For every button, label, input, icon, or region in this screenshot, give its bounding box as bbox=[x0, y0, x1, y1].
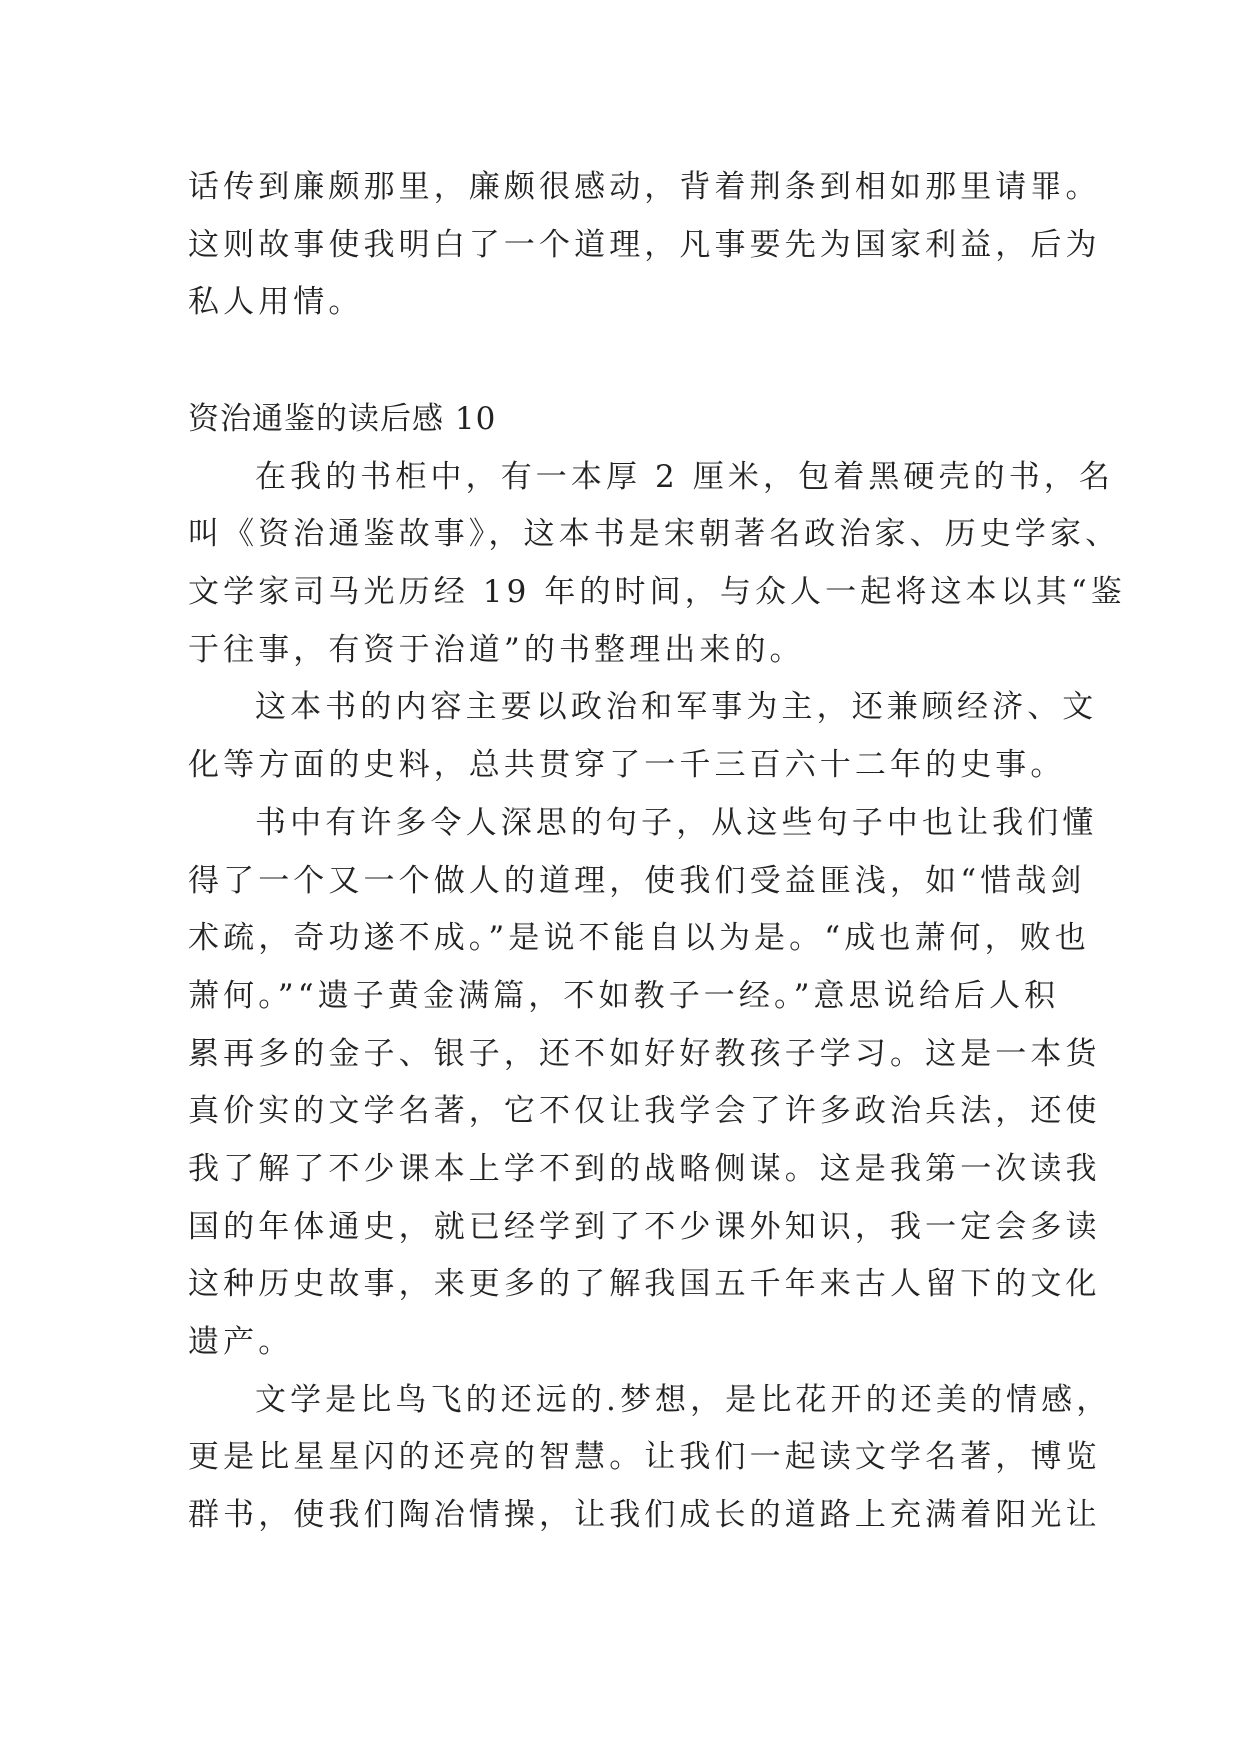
paragraph-line: 术疏，奇功遂不成。”是说不能自以为是。“成也萧何，败也 bbox=[188, 920, 1090, 956]
paragraph-line: 国的年体通史，就已经学到了不少课外知识，我一定会多读 bbox=[188, 1209, 1101, 1245]
paragraph-line: 文学是比鸟飞的还远的.梦想，是比花开的还美的情感， bbox=[255, 1382, 1112, 1418]
section-heading: 资治通鉴的读后感 10 bbox=[188, 401, 497, 437]
paragraph-line: 累再多的金子、银子，还不如好好教孩子学习。这是一本货 bbox=[188, 1036, 1101, 1072]
paragraph-line: 话传到廉颇那里，廉颇很感动，背着荆条到相如那里请罪。 bbox=[188, 169, 1101, 205]
paragraph-line: 这种历史故事，来更多的了解我国五千年来古人留下的文化 bbox=[188, 1266, 1101, 1302]
paragraph-line: 真价实的文学名著，它不仅让我学会了许多政治兵法，还使 bbox=[188, 1093, 1101, 1129]
paragraph-line: 群书，使我们陶冶情操，让我们成长的道路上充满着阳光让 bbox=[188, 1497, 1101, 1533]
paragraph-line: 叫《资治通鉴故事》，这本书是宋朝著名政治家、历史学家、 bbox=[188, 516, 1121, 552]
paragraph-line: 萧何。”“遗子黄金满篇，不如教子一经。”意思说给后人积 bbox=[188, 978, 1060, 1014]
paragraph-line: 这则故事使我明白了一个道理，凡事要先为国家利益，后为 bbox=[188, 227, 1101, 263]
paragraph-line: 我了解了不少课本上学不到的战略侧谋。这是我第一次读我 bbox=[188, 1151, 1101, 1187]
paragraph-line: 在我的书柜中，有一本厚 2 厘米，包着黑硬壳的书，名 bbox=[255, 459, 1115, 495]
paragraph-line: 遗产。 bbox=[188, 1324, 294, 1360]
paragraph-line: 得了一个又一个做人的道理，使我们受益匪浅，如“惜哉剑 bbox=[188, 863, 1086, 899]
paragraph-line: 更是比星星闪的还亮的智慧。让我们一起读文学名著，博览 bbox=[188, 1439, 1101, 1475]
paragraph-line: 于往事，有资于治道”的书整理出来的。 bbox=[188, 632, 805, 668]
paragraph-line: 化等方面的史料，总共贯穿了一千三百六十二年的史事。 bbox=[188, 747, 1066, 783]
paragraph-line: 这本书的内容主要以政治和军事为主，还兼顾经济、文 bbox=[255, 689, 1098, 725]
paragraph-line: 私人用情。 bbox=[188, 284, 364, 320]
paragraph-line: 文学家司马光历经 19 年的时间，与众人一起将这本以其“鉴 bbox=[188, 574, 1126, 610]
paragraph-line: 书中有许多令人深思的句子，从这些句子中也让我们懂 bbox=[255, 805, 1098, 841]
